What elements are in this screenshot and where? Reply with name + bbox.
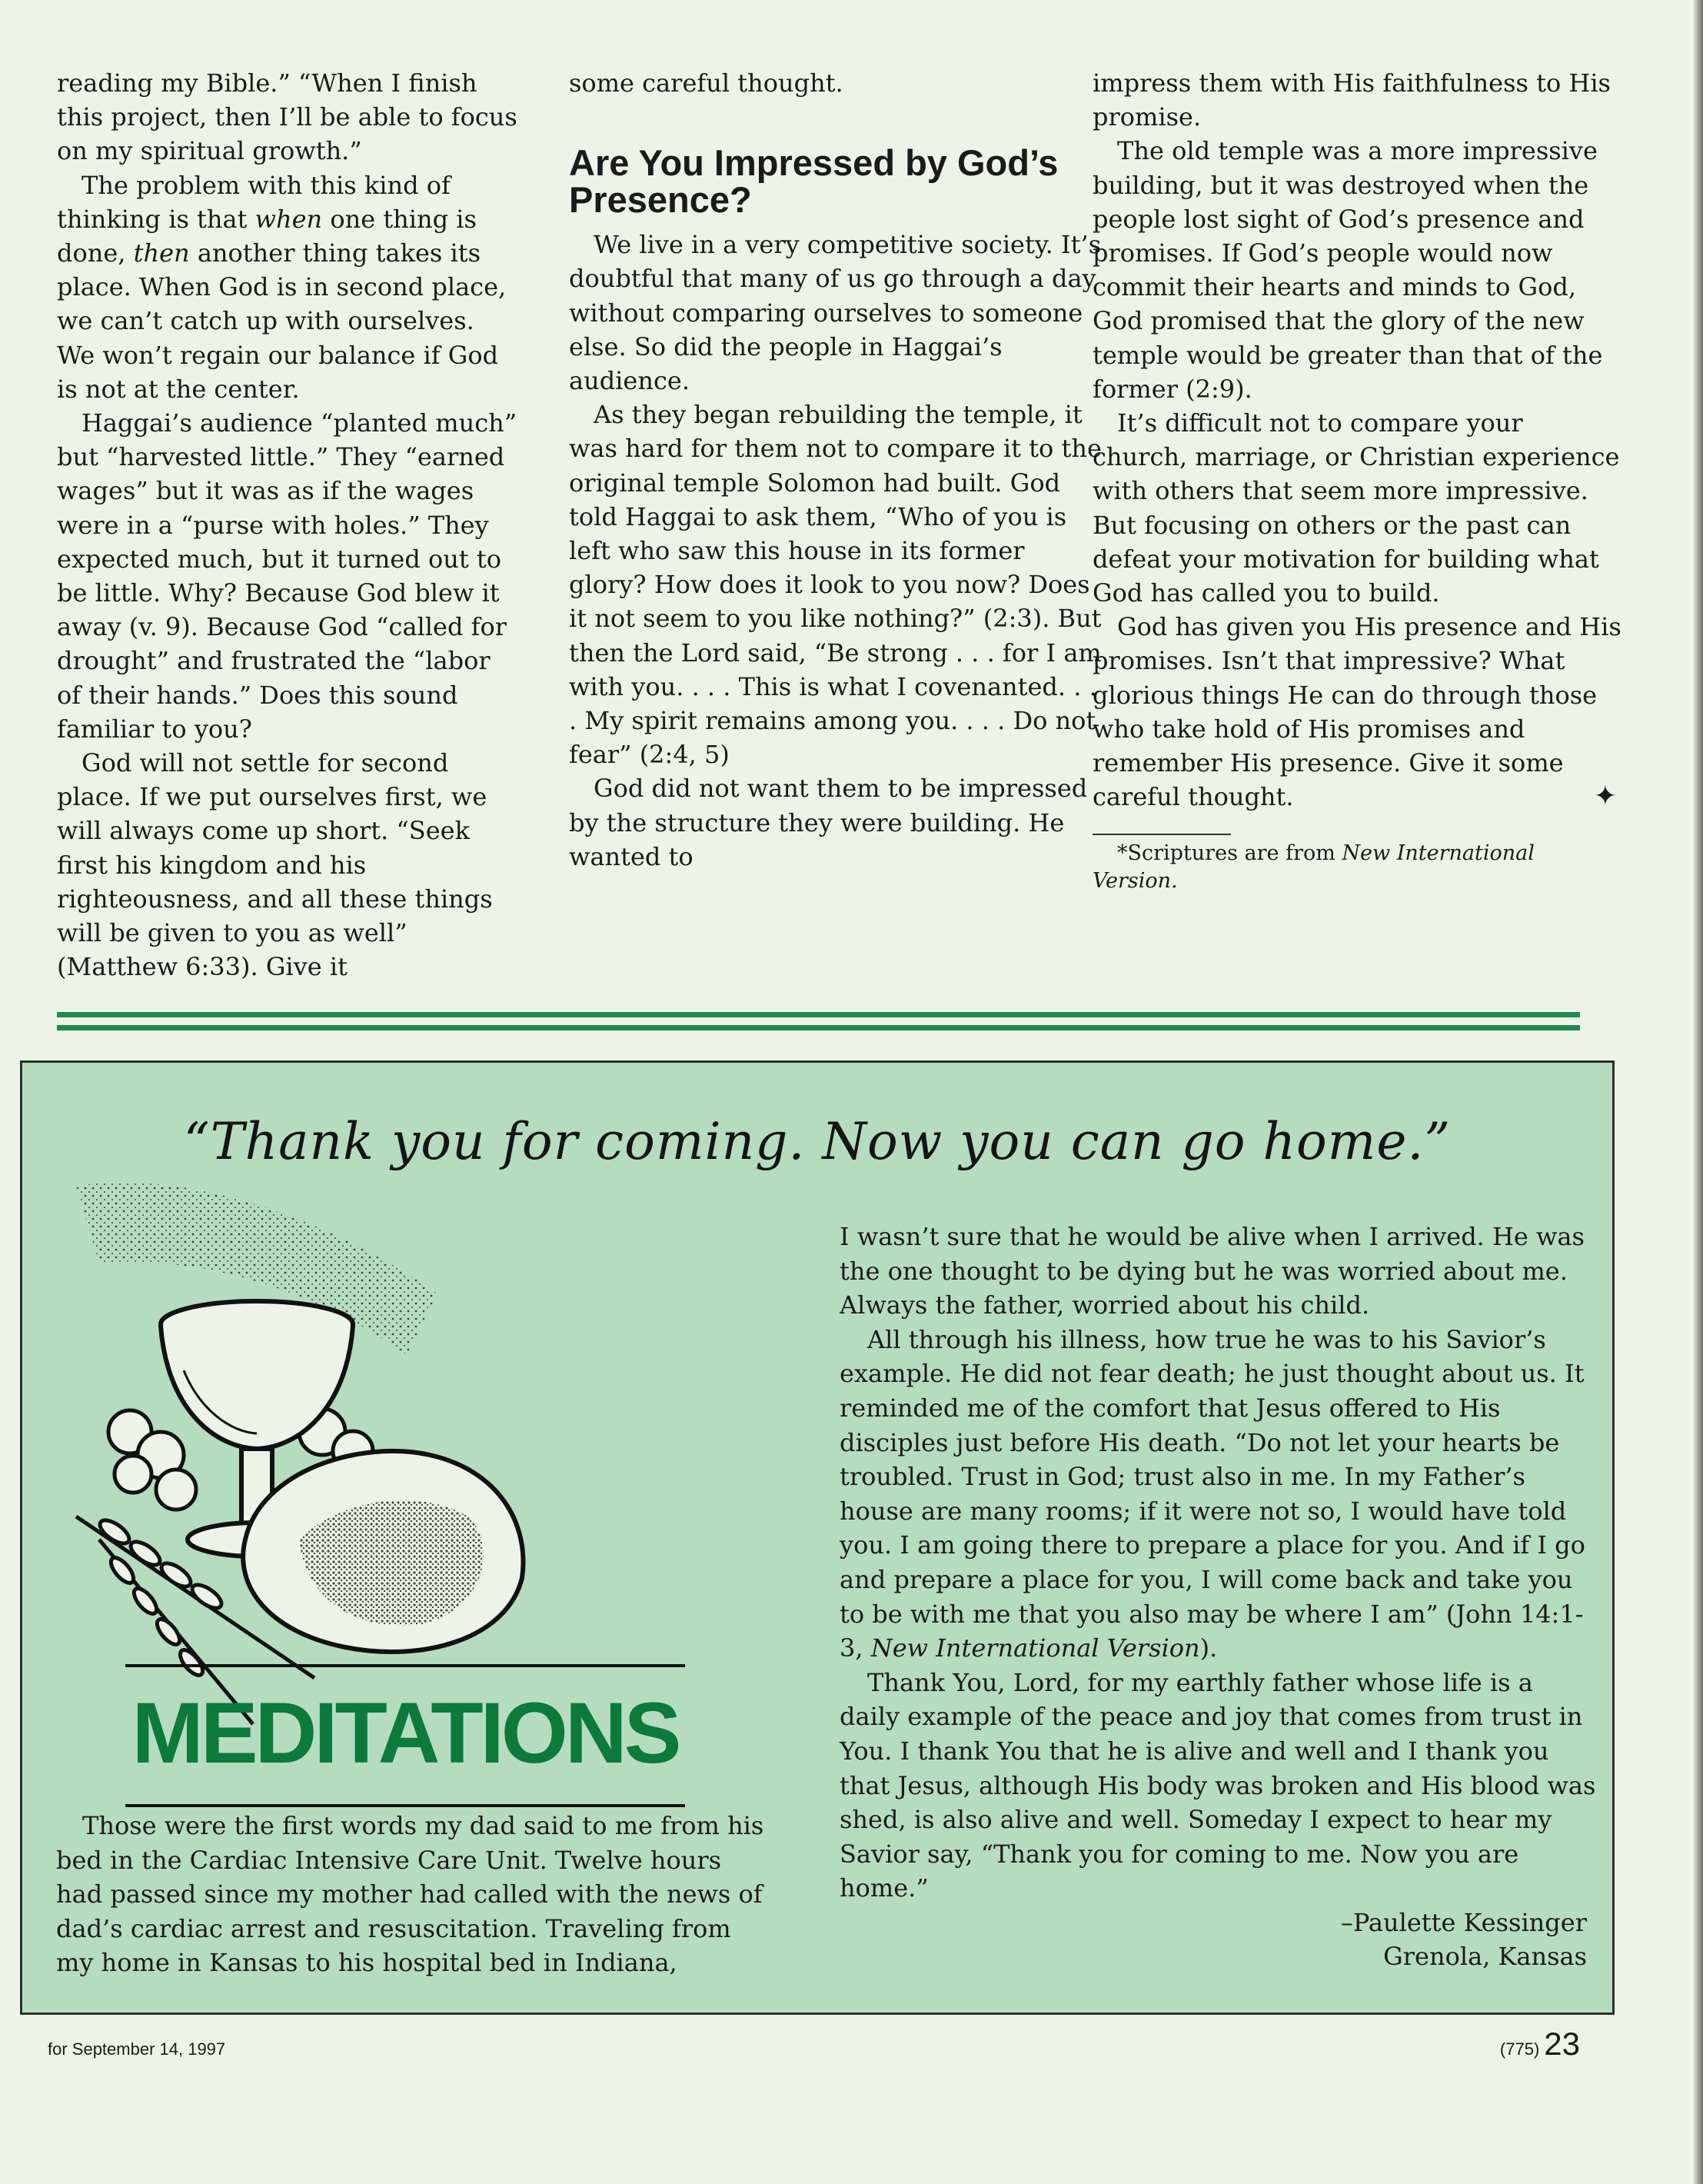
paragraph: God did not want them to be impressed by the structure they were building. He wanted to (569, 774, 1088, 871)
text-run: *Scriptures are from (1117, 841, 1342, 866)
paragraph: As they began rebuilding the temple, it was hard for them not to compare it to the original temple Solomon had built. God told Haggai to ask them, “Who of you is left who saw this house in its former glory? How does it look to you now? Does it not seem to you like nothing?” (2:3). But then the Lord said, “Be strong . . . for I am with you. . . . This is what I covenanted. . . . My spirit remains among you. . . . Do not fear” (2:4, 5) (569, 400, 1102, 770)
text-run: All through his illness, how true he was to his Savior’s example. He did not fear death; he just thought about us. It reminded me of the comfort that Jesus offered to His disciples just before His death. “Do not let your hearts be troubled. Trust in God; trust also in me. In my Father’s house are many rooms; if it were not so, I would have told you. I am going there to prepare a place for you. And if I go and prepare a place for you, I will come back and take you to be with me that you also may be where I am” (John 14:1-3, (840, 1324, 1585, 1663)
paragraph (1093, 610, 1623, 814)
meditation-right-column (840, 1220, 1601, 1974)
paragraph: God will not settle for second place. If we put ourselves first, we will always come up short. “Seek first his kingdom and his righteousness, and all these things will be given to you as well” (Matthew 6:33). Give it (57, 748, 493, 982)
article-column-1 (57, 66, 518, 984)
paragraph: impress them with His faithfulness to His promise. (1093, 68, 1611, 132)
text-run: another thing takes its place. When God is in second place, we can’t catch up with ourselves. We won’t regain our balance if God is not at the center. (57, 238, 507, 404)
divider-rule (57, 1025, 1580, 1030)
logo-rule (125, 1804, 685, 1807)
logo-text: MEDITATIONS (131, 1685, 679, 1781)
italic-text: New International Version. (1093, 841, 1535, 894)
chalice-and-bread-illustration (68, 1178, 576, 1740)
page-edge (1694, 0, 1703, 2184)
footer-date: for September 14, 1997 (48, 2039, 226, 2059)
paragraph (840, 1323, 1601, 1666)
meditation-box (20, 1060, 1615, 2015)
text-run: ). (1199, 1633, 1218, 1663)
text-run: God has given you His presence and His promises. Isn’t that impressive? What glorious things He can do through those who take hold of His promises and remember His presence. Give it some careful thought. (1093, 612, 1622, 812)
footnote (1093, 840, 1623, 895)
author-name: –Paulette Kessinger (1340, 1907, 1587, 1937)
text-run: The problem with this kind of thinking is that (57, 170, 451, 234)
paragraph: We live in a very competitive society. It’s doubtful that many of us go through a day without comparing ourselves to someone else. So did the people in Haggai’s audience. (569, 230, 1102, 396)
paragraph: Haggai’s audience “planted much” but “harvested little.” They “earned wages” but it was as if the wages were in a “purse with holes.” They expected much, but it turned out to be little. Why? Because God blew it away (v. 9). Because God “called for drought” and frustrated the “labor of their hands.” Does this sound familiar to you? (57, 408, 517, 744)
end-mark-icon: ✦ (1593, 781, 1617, 813)
paragraph (57, 168, 518, 406)
signature (840, 1906, 1587, 1974)
meditation-left-text: Those were the first words my dad said to me from his bed in the Cardiac Intensive Care Unit. Twelve hours had passed since my mother had called with the news of dad’s cardiac arrest and resuscitation. Traveling from my home in Kansas to his hospital bed in Indiana, (56, 1811, 764, 1977)
paragraph: reading my Bible.” “When I finish this project, then I’ll be able to focus on my spiritual growth.” (57, 68, 517, 166)
italic-text: New International Version (870, 1633, 1200, 1663)
italic-text: when (254, 204, 323, 234)
logo-rule (125, 1664, 685, 1667)
section-heading: Are You Impressed by God’s Presence? (569, 142, 1059, 221)
text-run: one thing is done, (57, 204, 477, 268)
issue-number: (775) (1499, 2039, 1540, 2059)
meditations-logo (125, 1664, 685, 1809)
page-number (1500, 2026, 1580, 2062)
paragraph: It’s difficult not to compare your church, marriage, or Christian experience with others that seem more impressive. But focusing on others or the past can defeat your motivation for building what God has called you to build. (1093, 408, 1620, 608)
author-location: Grenola, Kansas (1383, 1942, 1587, 1972)
article-column-3 (1093, 66, 1623, 895)
paragraph: Thank You, Lord, for my earthly father whose life is a daily example of the peace and joy that comes from trust in You. I thank You that he is alive and well and I thank you that Jesus, although His body was broken and His blood was shed, is also alive and well. Someday I expect to hear my Savior say, “Thank you for coming to me. Now you are home.” (840, 1667, 1596, 1903)
paragraph: some careful thought. (569, 68, 843, 98)
paragraph: The old temple was a more impressive building, but it was destroyed when the people lost sight of God’s presence and promises. If God’s people would now commit their hearts and minds to God, God promised that the glory of the new temple would be greater than that of the former (2:9). (1093, 136, 1603, 404)
article-body (57, 66, 1622, 997)
article-column-2 (569, 66, 1103, 874)
footnote-divider (1093, 834, 1231, 835)
page-number-value: 23 (1544, 2026, 1580, 2062)
divider-rule (57, 1012, 1580, 1017)
meditation-title: “Thank you for coming. Now you can go home.” (183, 1112, 1452, 1171)
italic-text: then (133, 238, 190, 268)
paragraph: I wasn’t sure that he would be alive when I arrived. He was the one thought to be dying but he was worried about me. Always the father, worried about his child. (840, 1222, 1585, 1320)
bread-icon (243, 1451, 523, 1652)
